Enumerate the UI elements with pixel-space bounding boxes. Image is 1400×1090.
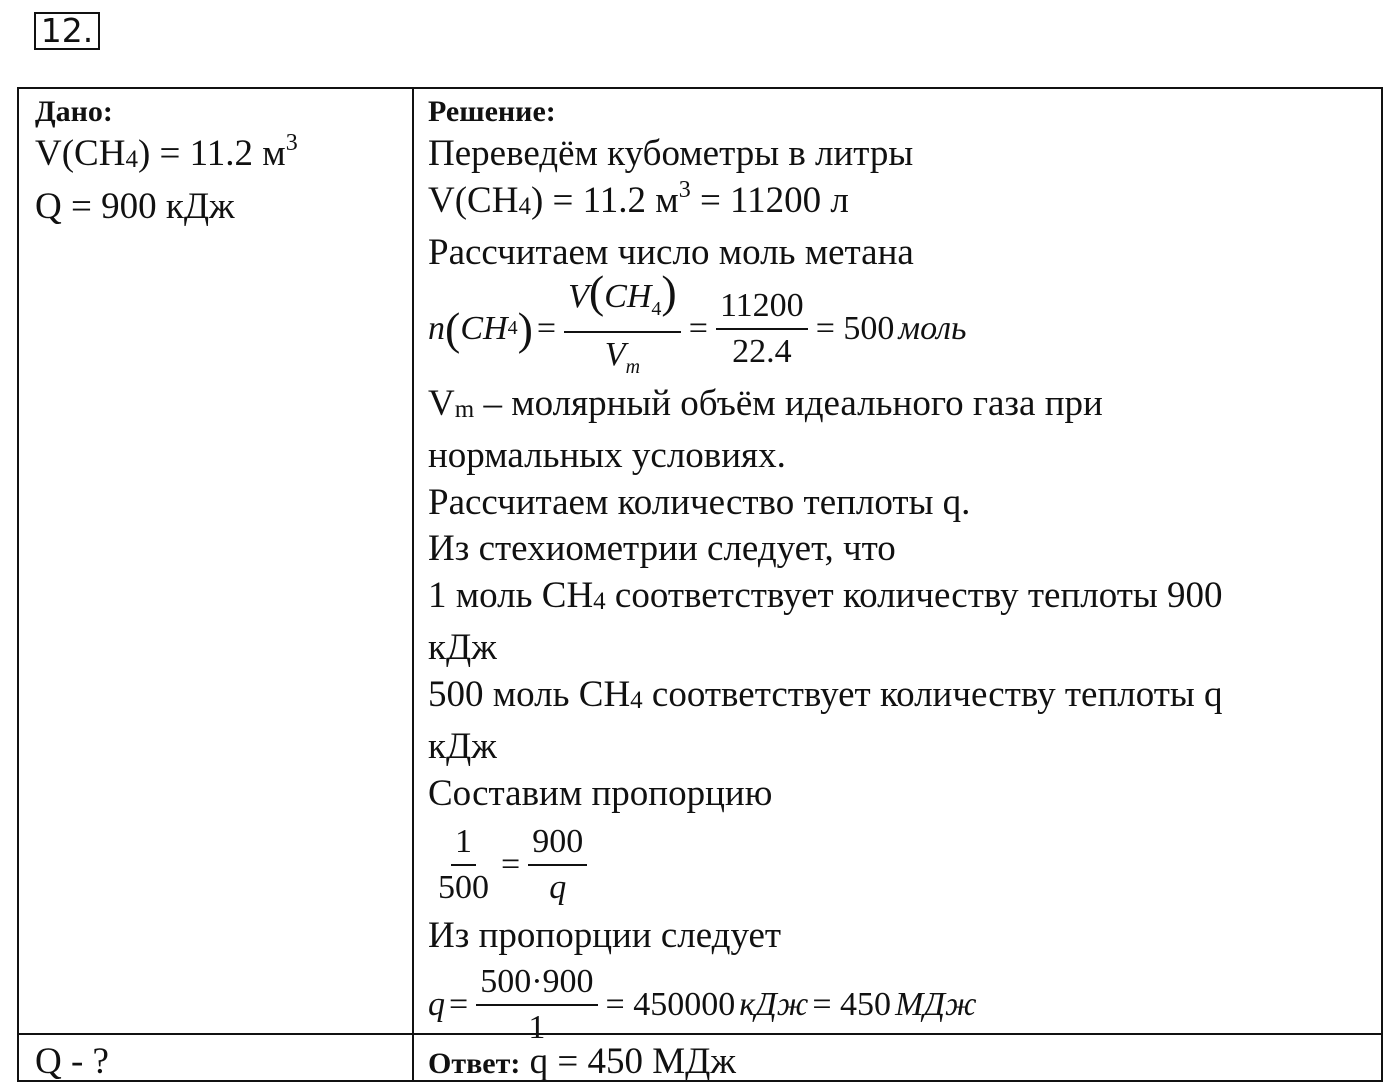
solution-line-11: кДж [428,726,497,767]
solution-line-10: 500 моль $CH_4$ соответствует количеству теплоты q [428,673,1223,715]
fraction-1-over-500: $\frac{1}{500}$ [438,823,489,906]
given-cell [35,93,405,230]
proportion-formula: $\frac{1}{500}$ = $\frac{900}{q}$ [430,817,1378,913]
fraction-900-over-q: $\frac{900}{q}$ [528,823,587,907]
vm-definition: $V_m$ – молярный объём идеального газа при [428,382,1103,424]
fraction-product: $\frac{500\cdot 900}{1}$ [476,963,597,1047]
column-divider [412,89,414,1080]
solution-line-13: Из пропорции следует [428,915,782,956]
solution-line-1: Переведём кубометры в литры [428,133,914,174]
answer-label: Ответ: [428,1047,521,1080]
solution-line-3: Рассчитаем число моль метана [428,232,914,273]
given-heat: Q = 900 кДж [35,185,235,227]
solution-table [17,87,1383,1082]
fraction-v-over-vm: $\frac{V(CH_4)}{V_m}$ [564,272,681,386]
solution-line-9: кДж [428,627,497,668]
solution-heading: Решение: [428,95,556,128]
problem-number: 12. [34,12,100,50]
heat-formula: q = $\frac{500\cdot 900}{1}$ = 450000 кДж = 450 МДж [428,962,977,1046]
solution-line-7: Из стехиометрии следует, что [428,528,896,569]
moles-formula: n ( CH 4 ) = $\frac{V(CH_4)}{V_m}$ = $\frac{11200}{22.4}$ = 500 моль [428,277,1378,381]
find-cell: Q - ? [35,1041,109,1082]
solution-line-5: нормальных условиях. [428,435,786,476]
given-heading: Дано: [35,95,113,128]
solution-line-8: 1 моль $CH_4$ соответствует количеству теплоты 900 [428,574,1223,616]
solution-cell [428,93,1378,1050]
solution-line-2: $V(CH_4) = 11.2$ $м^3 = 11200$ л [428,176,849,221]
solution-line-12: Составим пропорцию [428,772,773,814]
fraction-numeric: $\frac{11200}{22.4}$ [716,287,808,371]
answer-value: q = 450 МДж [520,1041,736,1082]
given-volume: $V(CH_4) = 11.2$ $м^3$ [35,130,298,174]
solution-line-6: Рассчитаем количество теплоты q. [428,481,971,523]
answer-cell [428,1039,736,1086]
